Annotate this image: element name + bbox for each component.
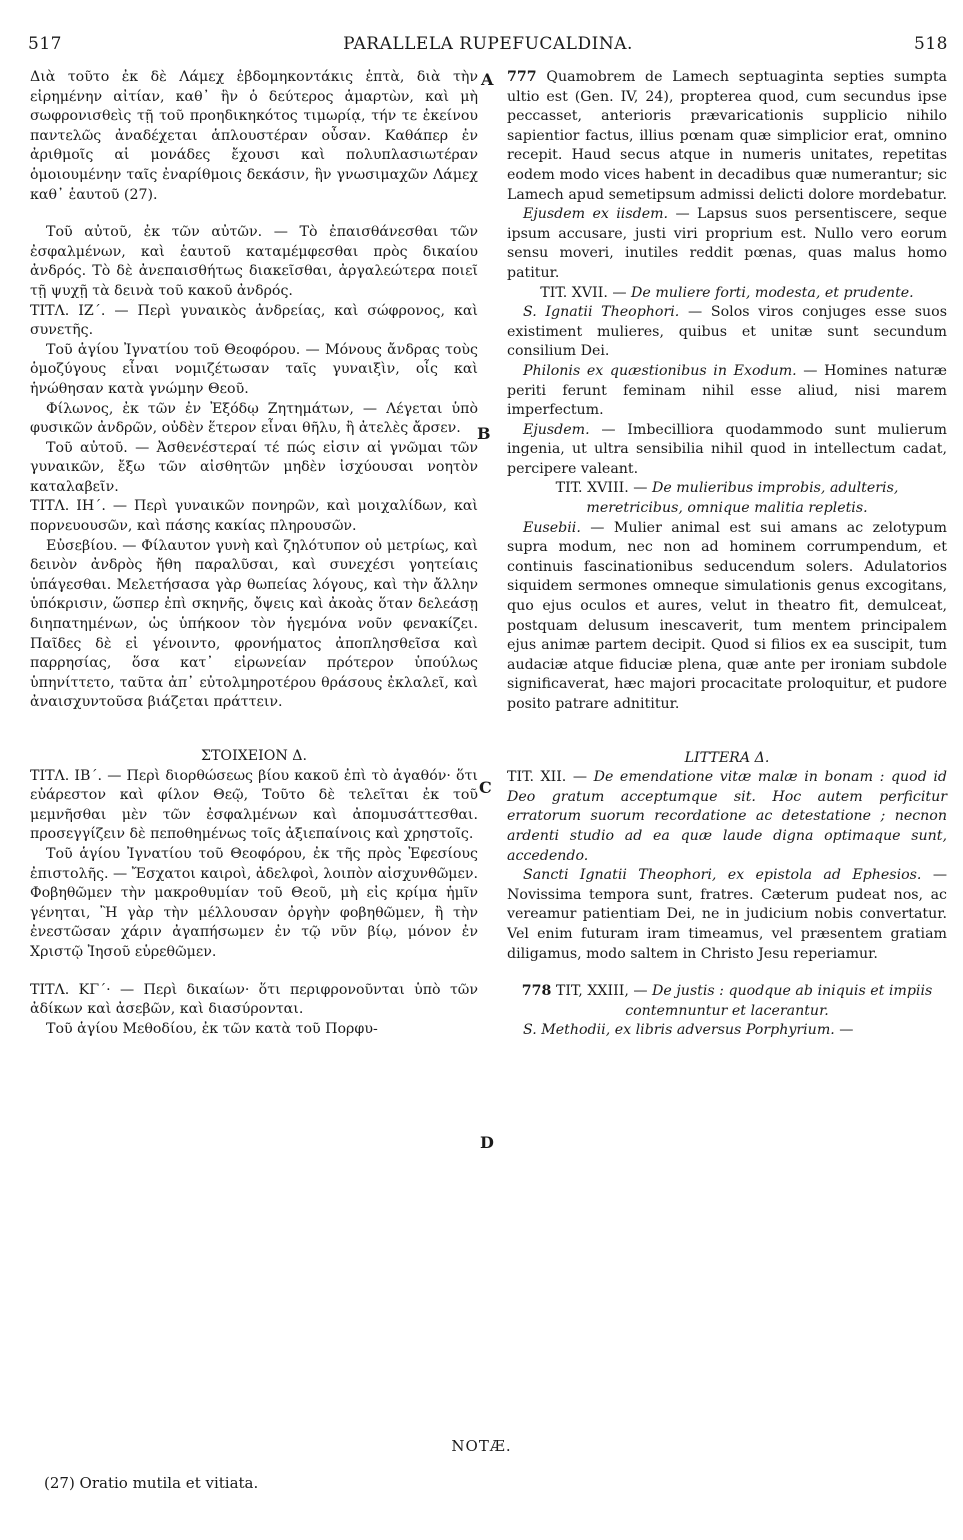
column-number: 777 (507, 69, 537, 85)
margin-letter-c: C (479, 778, 492, 797)
latin-title (507, 768, 947, 866)
latin-paragraph (507, 1021, 947, 1041)
latin-lead: Sancti Ignatii Theophori, ex epistola ad Ephesios. (523, 867, 922, 884)
latin-title (507, 479, 947, 518)
title-label: TIT. XVII. — (540, 284, 632, 301)
margin-letter-d: D (480, 1133, 494, 1152)
title-text: De justis : quodque ab iniquis et impiis contemnuntur et lacerantur. (625, 983, 933, 1019)
greek-title: ΤΙΤΛ. ΙΖ΄. — Περὶ γυναικὸς ἀνδρείας, καὶ σώφρονος, καὶ συνετῆς. (30, 302, 478, 339)
latin-paragraph (507, 205, 947, 283)
latin-lead: Ejusdem ex iisdem. (523, 206, 669, 223)
latin-title (507, 982, 947, 1021)
latin-text: — Mulier animal est sui amans ac zelotypum supra modum, nec non ad hominem corrumpendum, et continuis fascinationibus seducendum solers. Adulatorios siquidem sermones omneque simulationis genus excogitans, quo ejus oculos et aures, velut in theatro fit, demulceat, postquam delusum inescaverit, tum mentem principalem ejus animæ partem decipit. Quod si filios ex ea suscipit, tum audaciæ atque fiduciæ plena, quæ ante per ironiam subdole significaverat, hæc majori procacitate proloquitur, et pudore posito patrare adnititur. (507, 519, 947, 712)
latin-paragraph (507, 303, 947, 362)
margin-letter-b: B (477, 424, 491, 443)
latin-paragraph (507, 362, 947, 421)
greek-paragraph: Τοῦ ἁγίου Ἰγνατίου τοῦ Θεοφόρου, ἐκ τῆς πρὸς Ἐφεσίους ἐπιστολῆς. — Ἔσχατοι καιροὶ, ἀδελφοὶ, λοιπὸν αἰσχυνθῶμεν. Φοβηθῶμεν τὴν μακροθυμίαν τοῦ Θεοῦ, μὴ εἰς κρίμα ἡμῖν γένηται, Ἢ γὰρ τὴν μέλλουσαν ὀργὴν φοβηθῶμεν, ἢ τὴν ἐνεστῶσαν χάριν ἀγαπήσωμεν ἐν τῷ νῦν βίῳ, μόνον ἐν Χριστῷ Ἰησοῦ εὑρεθῶμεν. (30, 845, 478, 960)
title-text: De muliere forti, modesta, et prudente. (631, 284, 914, 301)
title-label: TIT, XXIII, — (551, 983, 653, 1000)
page-number-right: 518 (914, 34, 948, 54)
latin-text: — (834, 1022, 854, 1039)
section-heading-latin: LITTERA Δ. (684, 749, 770, 766)
latin-lead: Ejusdem. (523, 421, 590, 438)
latin-paragraph (507, 519, 947, 715)
running-title: PARALLELA RUPEFUCALDINA. (343, 34, 633, 54)
title-label: TIT. XVIII. — (555, 480, 652, 497)
notes-heading: NOTÆ. (451, 1437, 512, 1455)
greek-column (30, 68, 478, 1039)
latin-lead: Eusebii. (523, 519, 581, 536)
latin-text: — Imbecilliora quodammodo sunt mulierum ingenia, ut ultra sensibilia nihil quod in intellectum cadat, percipere valeant. (507, 421, 947, 477)
latin-text: — Novissima tempora sunt, fratres. Cæterum pudeat nos, ac vereamur patientiam Dei, ne in judicium nobis convertatur. Vel enim futuram iram timeamus, vel præsentem gratiam diligamus, modo saltem in Christo Jesu reperiamur. (507, 867, 948, 962)
latin-title (507, 284, 947, 304)
latin-paragraph (507, 421, 947, 480)
latin-paragraph (507, 866, 947, 964)
margin-letter-a: A (481, 70, 494, 89)
title-label: TIT. XII. — (507, 769, 594, 786)
latin-text: Quamobrem de Lamech septuaginta septies sumpta ultio est (Gen. IV, 24), propterea quod, cum secundus ipse peccasset, anterioris prævaricationis supplicio nihilo sapientior factus, illius pœnam quæ simplicior erat, omnino recepit. Haud secus atque in numeris unitates, repetitas eodem modo vices habent in decadibus quæ numerantur; sic Lamech apud semetipsum admissi delicti dolore mordebatur. (507, 69, 947, 203)
section-heading-greek: ΣΤΟΙΧΕΙΟΝ Δ. (200, 748, 308, 764)
greek-paragraph: Διὰ τοῦτο ἐκ δὲ Λάμεχ ἑβδομηκοντάκις ἑπτὰ, διὰ τὴν εἰρημένην αἰτίαν, καθ᾽ ἣν ὁ δεύτερος ἁμαρτὼν, καὶ μὴ σωφρονισθεὶς τῇ τοῦ προηδικηκότος τιμωρίᾳ, τήν τε ἐκείνου παντελῶς ἀναδέχεται ἁπλουστέραν οὖσαν. Καθάπερ ἐν ἀριθμοῖς αἱ μονάδες ἔχουσι καὶ πολυπλασιωτέραν ὁμοιουμένην ταῖς ἐναρίθμοις δεκάσιν, ἣν γνωσιμαχῶν Λάμεχ καθ᾽ ἑαυτοῦ (27). (30, 69, 478, 203)
page-number-left: 517 (28, 34, 62, 54)
greek-title: ΤΙΤΛ. ΚΓ΄· — Περὶ δικαίων· ὅτι περιφρονοῦνται ὑπὸ τῶν ἀδίκων καὶ ἀσεβῶν, καὶ διασύρονται. (30, 981, 478, 1018)
title-text: De emendatione vitæ malæ in bonam : quod id Deo gratum acceptumque sit. Hoc autem perficitur erratorum suorum recordatione ac detestatione ; necnon ardenti studio ad ea quæ laude digna optimaque sunt, accedendo. (507, 769, 947, 864)
footnote: (27) Oratio mutila et vitiata. (44, 1474, 259, 1492)
column-number: 778 (521, 983, 552, 1000)
greek-paragraph: Φίλωνος, ἐκ τῶν ἐν Ἐξόδῳ Ζητημάτων, — Λέγεται ὑπὸ φυσικῶν ἀνδρῶν, οὐδὲν ἕτερον εἶναι θῆλυ, ἢ ἀτελὲς ἄρσεν. (30, 400, 478, 437)
greek-paragraph: Εὐσεβίου. — Φίλαυτον γυνὴ καὶ ζηλότυπον οὐ μετρίως, καὶ δεινὸν ἀνδρὸς ἤθη παραλῦσαι, καὶ συνεχέσι γοητείαις ὑπάγεσθαι. Μελετήσασα γὰρ θωπείας λόγους, καὶ τὴν ἄλλην ὑπόκρισιν, ὥσπερ ἐπὶ σκηνῆς, ὄψεις καὶ ἀκοὰς ὅταν δελεάσῃ διηπατημένων, ὡς ὑπήκοον τὸν ἡγεμόνα νοῦν φενακίζει. Παῖδες δὲ εἰ γένοιντο, φρονήματος ἀποπλησθεῖσα καὶ παρρησίας, ὅσα κατ᾽ εἰρωνείαν πρότερον ὑπούλως ὑπηνίττετο, ταῦτα ἀπ᾽ εὐτολμηροτέρου θράσους ἐκλαλεῖ, καὶ ἀναισχυντοῦσα βιάζεται πράττειν. (30, 537, 478, 711)
latin-lead: Philonis ex quæstionibus in Exodum. (523, 362, 797, 379)
greek-paragraph: Τοῦ αὐτοῦ, ἐκ τῶν αὐτῶν. — Τὸ ἐπαισθάνεσθαι τῶν ἐσφαλμένων, καὶ ἑαυτοῦ καταμέμφεσθαι πρὸς δικαίου ἀνδρός. Τὸ δὲ ἀνεπαισθήτως διακεῖσθαι, ἀργαλεώτερα ποιεῖ τῇ ψυχῇ τὰ δεινὰ τοῦ κακοῦ ἀνδρός. (30, 224, 478, 299)
greek-paragraph: Τοῦ αὐτοῦ. — Ἀσθενέστεραί τέ πώς εἰσιν αἱ γνῶμαι τῶν γυναικῶν, ἔξω τῶν αἰσθητῶν μηδὲν ἰσχύουσαι νοητὸν καταλαβεῖν. (30, 439, 478, 495)
greek-title: ΤΙΤΛ. ΙΒ΄. — Περὶ διορθώσεως βίου κακοῦ ἐπὶ τὸ ἀγαθόν· ὅτι εὐάρεστον καὶ φίλον Θεῷ, Τοῦτο δὲ τελεῖται ἐκ τοῦ μεμνῆσθαι μὲν τῶν ἐσφαλμένων καὶ ἀπομυσάττεσθαι. προσεγγίζειν δὲ πεποθημένως τοῖς ἀξιεπαίνοις καὶ χρηστοῖς. (30, 767, 478, 843)
latin-text: — Solos viros conjuges esse suos existiment mulieres, quibus et unitæ sunt secundum consilium Dei. (507, 304, 947, 360)
latin-paragraph (507, 68, 947, 205)
latin-column (507, 68, 947, 1041)
running-header (28, 34, 948, 58)
latin-text: — Homines naturæ periti ferunt feminam nihil esse aliud, nisi marem imperfectum. (507, 362, 947, 419)
greek-paragraph: Τοῦ ἁγίου Μεθοδίου, ἐκ τῶν κατὰ τοῦ Πορφυ- (46, 1020, 378, 1037)
title-text: De mulieribus improbis, adulteris, meretricibus, omnique malitia repletis. (586, 480, 899, 517)
latin-text: — Lapsus suos persentiscere, seque ipsum accusare, justi viri proprium est. Nullo vero eorum sensu moveri, inutiles reddit pœnas, quas malus homo patitur. (507, 206, 947, 281)
latin-lead: S. Methodii, ex libris adversus Porphyrium. (523, 1022, 835, 1039)
greek-title: ΤΙΤΛ. ΙΗ΄. — Περὶ γυναικῶν πονηρῶν, καὶ μοιχαλίδων, καὶ πορνευουσῶν, καὶ πάσης κακίας πληρουσῶν. (30, 498, 478, 535)
greek-paragraph: Τοῦ ἁγίου Ἰγνατίου τοῦ Θεοφόρου. — Μόνους ἄνδρας τοὺς ὁμοζύγους εἶναι νομιζέτωσαν ταῖς γυναιξὶν, οἷς καὶ ἡνώθησαν κατὰ γνώμην Θεοῦ. (30, 341, 478, 397)
latin-lead: S. Ignatii Theophori. (523, 304, 680, 321)
